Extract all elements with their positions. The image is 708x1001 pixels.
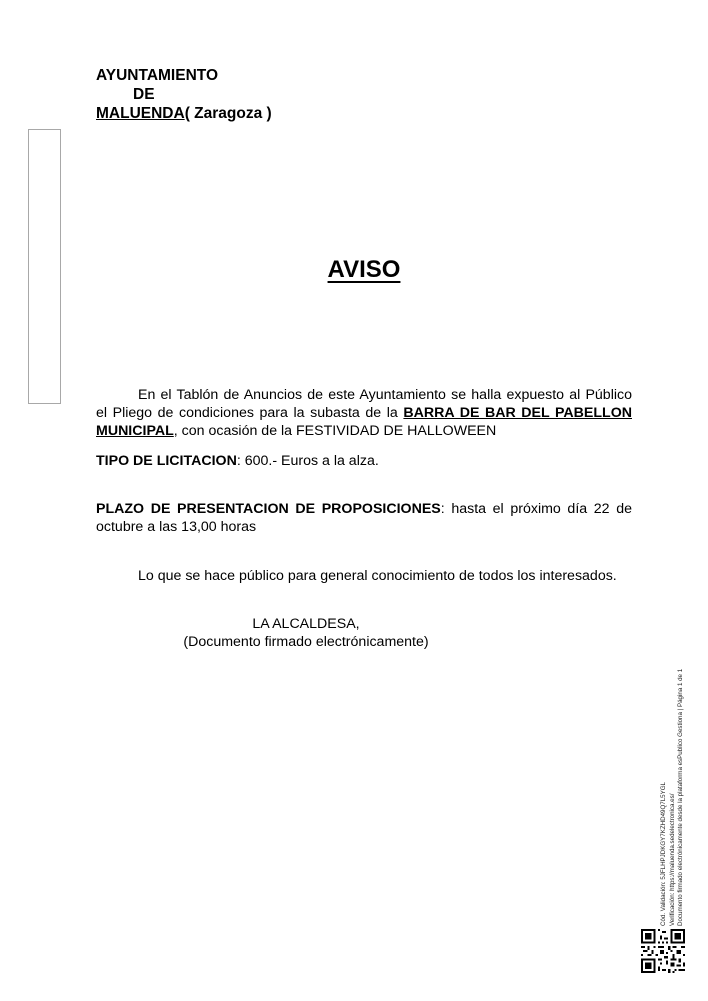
paragraph-closing: Lo que se hace público para general conocimiento de todos los interesados. xyxy=(138,568,617,584)
header-line-de: DE xyxy=(133,86,155,103)
announcement-text-start: En el Tablón de Anuncios de este Ayuntamiento se halla expuesto al Público el Pliego de condiciones para la subasta de la xyxy=(96,387,632,421)
verification-code: Cód. Validación: 5JFLHPJDKGY7KZHD49Q7L5YGL xyxy=(660,782,667,926)
plazo-value: : hasta el próximo día 22 de octubre a las 13,00 horas xyxy=(96,501,632,535)
verification-url: Verificación: https://maluenda.sedelectronica.es/ xyxy=(668,793,676,926)
qr-code-icon xyxy=(641,929,685,973)
signature-block xyxy=(96,615,516,651)
plazo-label: PLAZO DE PRESENTACION DE PROPOSICIONES xyxy=(96,501,441,517)
signature-role: LA ALCALDESA, xyxy=(252,616,360,632)
announcement-text-end: , con ocasión de la FESTIVIDAD DE HALLOWEEN xyxy=(173,423,497,439)
document-title: AVISO xyxy=(327,256,401,283)
verification-strip xyxy=(660,616,690,926)
town-name: MALUENDA xyxy=(96,105,185,122)
paragraph-licitacion xyxy=(96,452,632,470)
indent-spacer xyxy=(96,387,138,403)
paragraph-announcement xyxy=(96,386,632,440)
announcement-highlight: BARRA DE BAR DEL PABELLON MUNICIPAL xyxy=(96,405,632,439)
municipality-header xyxy=(96,66,272,123)
header-line-ayuntamiento: AYUNTAMIENTO xyxy=(96,67,219,84)
licitacion-value: : 600.- Euros a la alza. xyxy=(236,453,379,469)
province-name: ( Zaragoza ) xyxy=(184,105,272,122)
header-line-town xyxy=(96,104,272,123)
licitacion-label: TIPO DE LICITACION xyxy=(96,453,237,469)
paragraph-plazo xyxy=(96,500,632,536)
verification-text xyxy=(660,616,690,926)
verification-platform: Documento firmado electrónicamente desde la plataforma esPublico Gestiona | Página 1 de 1 xyxy=(677,668,684,926)
signature-note: (Documento firmado electrónicamente) xyxy=(183,634,429,650)
